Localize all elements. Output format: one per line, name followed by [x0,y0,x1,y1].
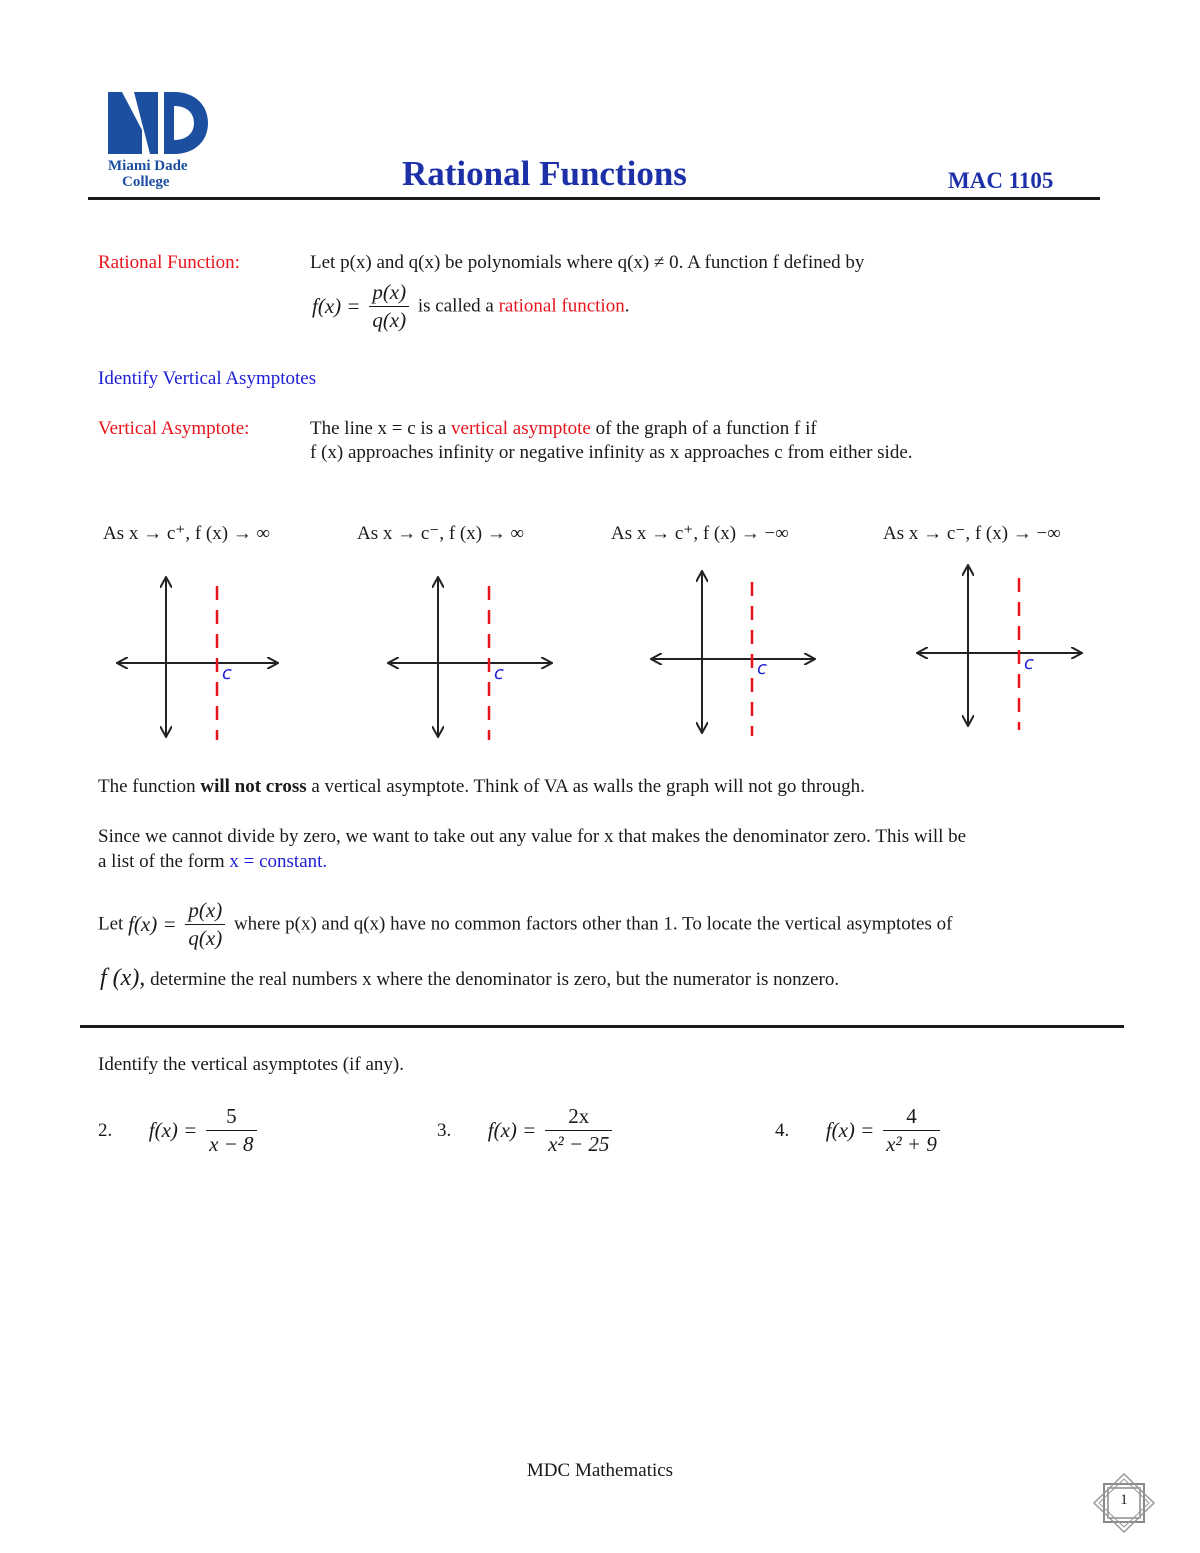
definition-label: Rational Function: [98,252,240,273]
exercise-number: 2. [98,1119,113,1141]
c-label: c [494,663,504,684]
exercise-fraction [545,1104,612,1157]
exercise-instruction: Identify the vertical asymptotes (if any). [98,1054,405,1075]
definition-period: . [624,295,630,317]
va-line-1 [310,418,817,440]
exercise-numerator: 5 [206,1104,257,1131]
locate-line-1-rest: where p(x) and q(x) have no common factors other than 1. To locate the vertical asymptotes of [233,913,953,935]
cross-note [98,776,865,798]
page-number-badge [1092,1472,1156,1534]
locate-fx: f (x), [100,965,146,991]
exercise-number: 3. [437,1119,452,1141]
graph-4 [918,566,1081,730]
section-rule [80,1025,1124,1028]
cross-note-a: The function [98,776,196,797]
divide-note-line-2 [98,851,327,873]
c-label: c [1024,653,1034,674]
asymptote-graphs [0,560,1200,750]
graph-1 [118,578,277,740]
exercise-numerator: 4 [883,1104,940,1131]
formula-lhs: f(x) = [312,294,361,318]
locate-note-line-1 [98,898,952,951]
locate-note-line-2 [100,965,839,992]
definition-line-1: Let p(x) and q(x) be polynomials where q(x) ≠ 0. A function f defined by [310,252,865,273]
exercise-fraction [206,1104,257,1157]
definition-after: is called a [417,295,494,317]
exercise-denominator: x² + 9 [886,1132,937,1156]
logo [108,92,218,192]
fraction-numerator: p(x) [369,280,409,307]
locate-numerator: p(x) [185,898,225,925]
rational-function-term: rational function [498,295,625,317]
va-term: vertical asymptote [451,418,591,439]
page-title: Rational Functions [402,154,687,193]
divide-note-line-1: Since we cannot divide by zero, we want to take out any value for x that makes the denominator zero. This will be [98,826,967,847]
footer-text: MDC Mathematics [526,1460,674,1481]
va-line-1-a: The line x = c is a [310,418,447,439]
exercise-fraction [883,1104,940,1157]
mdc-logo-icon [108,92,208,154]
graph-caption-1: As x → c⁺, f (x) → ∞ [103,523,271,544]
exercise-4 [775,1104,944,1157]
exercise-lhs: f(x) = [487,1118,537,1142]
locate-fraction [185,898,225,951]
locate-line-2-rest: determine the real numbers x where the denominator is zero, but the numerator is nonzero. [150,969,840,990]
exercise-lhs: f(x) = [148,1118,198,1142]
divide-note-a: a list of the form [98,851,225,872]
va-line-1-b: of the graph of a function f if [595,418,817,439]
exercise-3 [437,1104,616,1157]
locate-lhs: f(x) = [128,912,177,936]
exercise-numerator: 2x [545,1104,612,1131]
exercise-lhs: f(x) = [825,1118,875,1142]
graph-caption-3: As x → c⁺, f (x) → −∞ [611,523,789,544]
fraction-denominator: q(x) [372,308,407,332]
course-code: MAC 1105 [948,168,1054,193]
graph-2 [389,578,551,740]
logo-line-1: Miami Dade [108,158,188,174]
section-heading: Identify Vertical Asymptotes [98,368,317,389]
graph-caption-4: As x → c⁻, f (x) → −∞ [883,523,1061,544]
header-rule [88,197,1100,200]
cross-note-b: a vertical asymptote. Think of VA as walls the graph will not go through. [311,776,865,797]
fraction [369,280,409,333]
exercise-number: 4. [775,1119,790,1141]
divide-note-constant: x = constant. [229,851,328,872]
va-line-2: f (x) approaches infinity or negative infinity as x approaches c from either side. [310,442,913,463]
exercise-denominator: x − 8 [209,1132,254,1156]
locate-let: Let [98,913,124,935]
page-number: 1 [1120,1492,1128,1508]
definition-formula [312,280,629,333]
exercise-2 [98,1104,261,1157]
graph-3 [652,572,814,736]
exercise-denominator: x² − 25 [548,1132,610,1156]
va-label: Vertical Asymptote: [98,418,250,439]
locate-denominator: q(x) [188,926,223,950]
c-label: c [222,663,232,684]
cross-note-bold: will not cross [200,776,307,797]
logo-line-2: College [122,174,170,190]
c-label: c [757,658,767,679]
graph-caption-2: As x → c⁻, f (x) → ∞ [357,523,525,544]
